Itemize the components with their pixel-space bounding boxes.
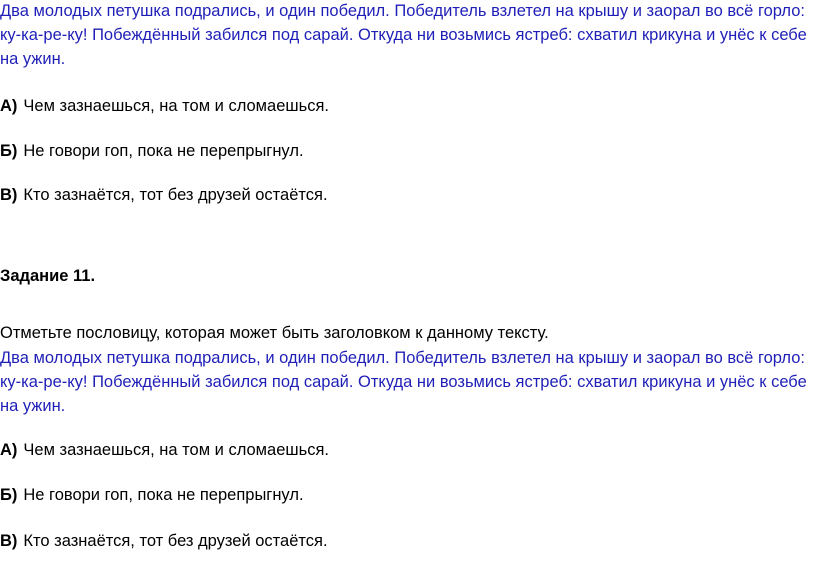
story-line: Два молодых петушка подрались, и один победил. Победитель взлетел на крышу и заорал во всё горло:: [0, 349, 805, 367]
story-line: на ужин.: [0, 397, 66, 415]
task-instruction: Отметьте пословицу, которая может быть заголовком к данному тексту.: [0, 324, 549, 342]
option-a: [0, 95, 329, 117]
story-line: Два молодых петушка подрались, и один победил. Победитель взлетел на крышу и заорал во всё горло:: [0, 2, 805, 20]
option-a: [0, 439, 329, 461]
option-letter: В): [0, 532, 18, 550]
option-c: [0, 530, 328, 552]
option-letter: А): [0, 97, 18, 115]
option-letter: А): [0, 441, 18, 459]
option-text: Кто зазнаётся, тот без друзей остаётся.: [23, 532, 328, 550]
option-letter: Б): [0, 486, 18, 504]
option-text: Не говори гоп, пока не перепрыгнул.: [23, 142, 304, 160]
option-c: [0, 184, 328, 206]
task-title: Задание 11.: [0, 267, 96, 285]
option-b: [0, 484, 304, 506]
option-text: Чем зазнаешься, на том и сломаешься.: [23, 97, 329, 115]
story-line: ку-ка-ре-ку! Побеждённый забился под сарай. Откуда ни возьмись ястреб: схватил крикуна и унёс к себе: [0, 26, 807, 44]
option-letter: Б): [0, 142, 18, 160]
story-line: ку-ка-ре-ку! Побеждённый забился под сарай. Откуда ни возьмись ястреб: схватил крикуна и унёс к себе: [0, 373, 807, 391]
story-line: на ужин.: [0, 50, 66, 68]
option-letter: В): [0, 186, 18, 204]
option-b: [0, 140, 304, 162]
option-text: Не говори гоп, пока не перепрыгнул.: [23, 486, 304, 504]
option-text: Чем зазнаешься, на том и сломаешься.: [23, 441, 329, 459]
option-text: Кто зазнаётся, тот без друзей остаётся.: [23, 186, 328, 204]
